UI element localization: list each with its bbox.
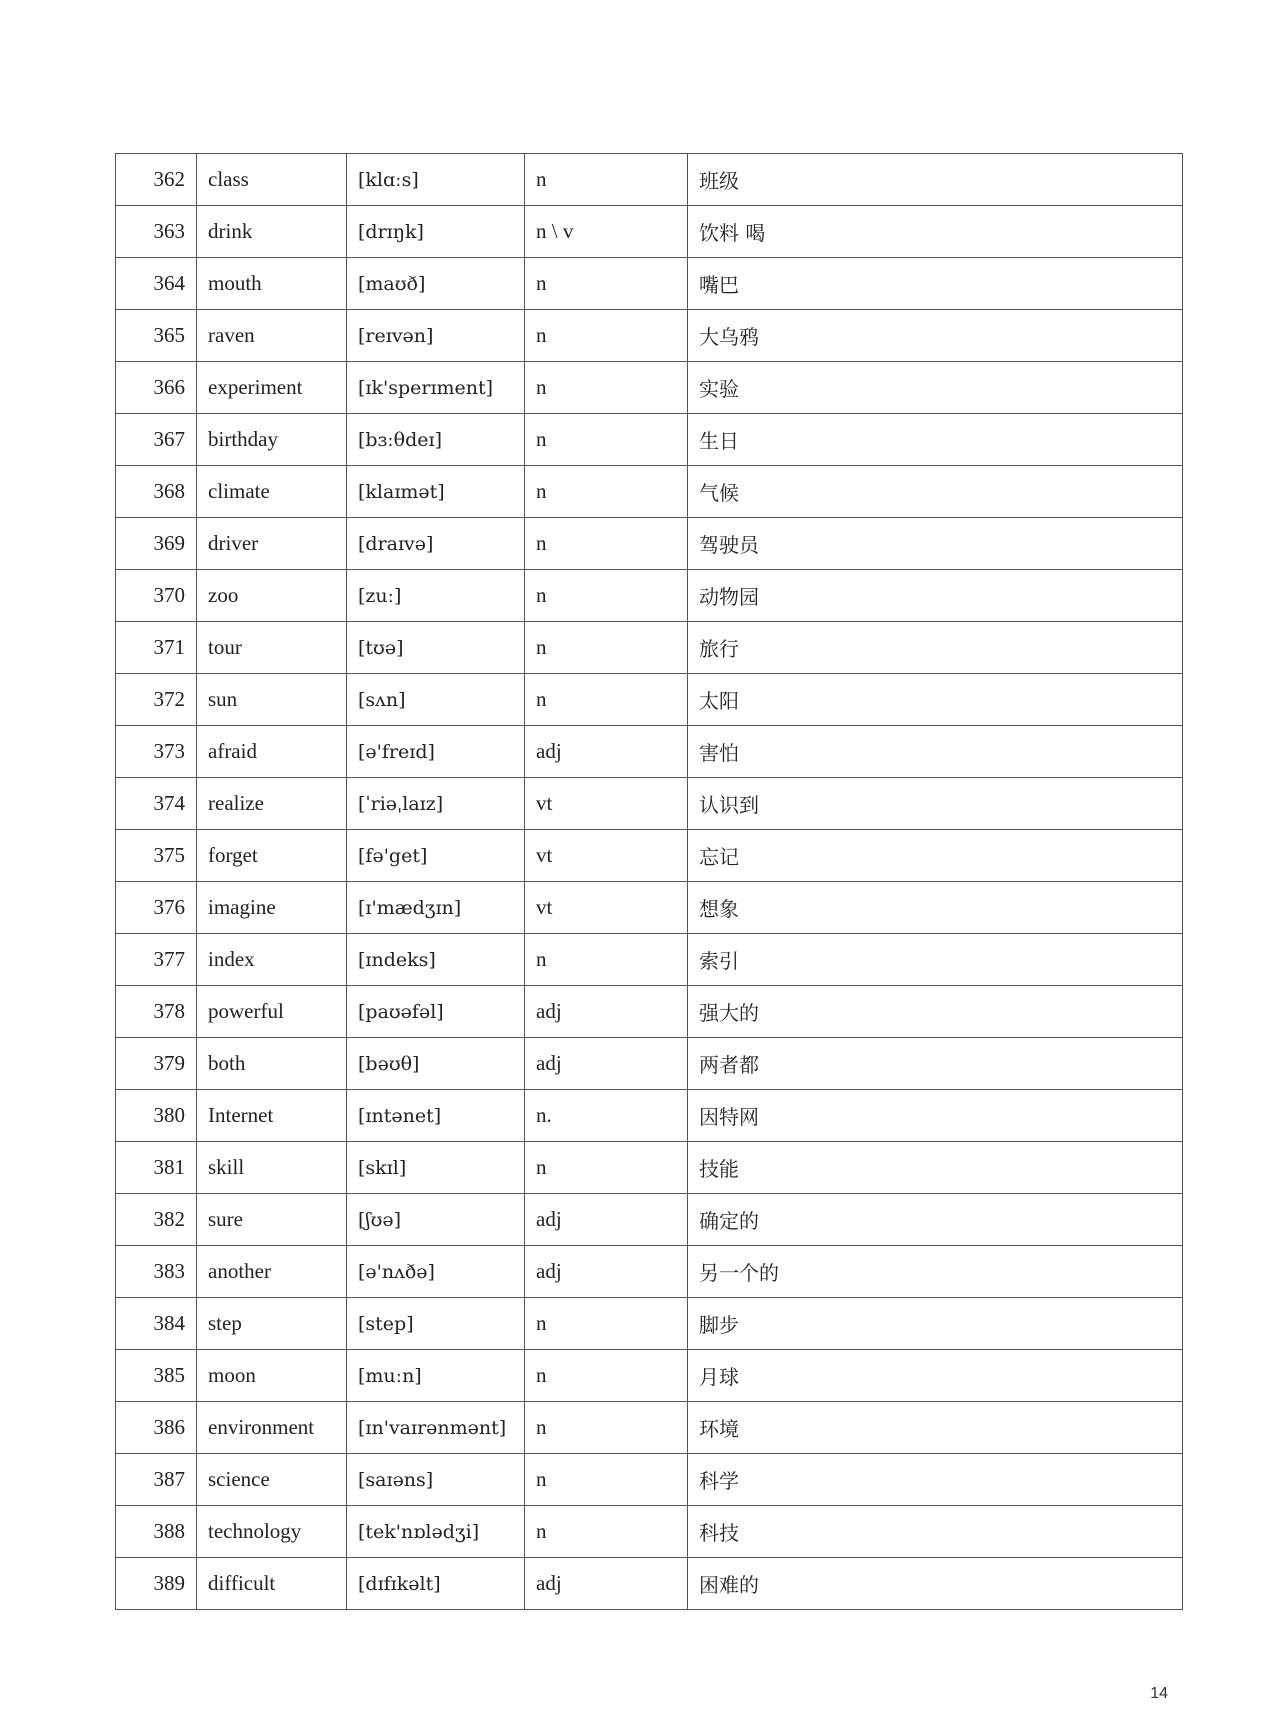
entry-meaning: 太阳 [688, 674, 1183, 726]
entry-word: experiment [197, 362, 347, 414]
table-row [116, 1194, 1183, 1246]
table-row [116, 362, 1183, 414]
table-row [116, 830, 1183, 882]
table-row [116, 1402, 1183, 1454]
entry-number: 384 [116, 1298, 197, 1350]
entry-part-of-speech: n [525, 622, 688, 674]
entry-word: forget [197, 830, 347, 882]
entry-number: 389 [116, 1558, 197, 1610]
entry-number: 376 [116, 882, 197, 934]
entry-meaning: 旅行 [688, 622, 1183, 674]
entry-number: 374 [116, 778, 197, 830]
table-row [116, 1142, 1183, 1194]
entry-part-of-speech: n [525, 570, 688, 622]
entry-meaning: 月球 [688, 1350, 1183, 1402]
entry-part-of-speech: vt [525, 830, 688, 882]
entry-phonetic: [bɜːθdeɪ] [347, 414, 525, 466]
entry-phonetic: [skɪl] [347, 1142, 525, 1194]
entry-meaning: 嘴巴 [688, 258, 1183, 310]
entry-phonetic: [klaɪmət] [347, 466, 525, 518]
entry-phonetic: [draɪvə] [347, 518, 525, 570]
entry-part-of-speech: n [525, 1402, 688, 1454]
entry-word: realize [197, 778, 347, 830]
entry-phonetic: [maʊð] [347, 258, 525, 310]
entry-part-of-speech: n [525, 362, 688, 414]
table-row [116, 466, 1183, 518]
entry-part-of-speech: adj [525, 1558, 688, 1610]
entry-meaning: 害怕 [688, 726, 1183, 778]
entry-number: 362 [116, 154, 197, 206]
entry-number: 363 [116, 206, 197, 258]
entry-phonetic: [saɪəns] [347, 1454, 525, 1506]
entry-part-of-speech: n [525, 1350, 688, 1402]
entry-word: environment [197, 1402, 347, 1454]
entry-phonetic: [fə'get] [347, 830, 525, 882]
entry-number: 373 [116, 726, 197, 778]
entry-word: science [197, 1454, 347, 1506]
entry-part-of-speech: adj [525, 726, 688, 778]
entry-phonetic: [ɪn'vaɪrənmənt] [347, 1402, 525, 1454]
entry-phonetic: [ʃʊə] [347, 1194, 525, 1246]
entry-phonetic: [ɪntənet] [347, 1090, 525, 1142]
entry-word: powerful [197, 986, 347, 1038]
table-row [116, 934, 1183, 986]
entry-word: step [197, 1298, 347, 1350]
entry-meaning: 强大的 [688, 986, 1183, 1038]
table-row [116, 778, 1183, 830]
entry-meaning: 索引 [688, 934, 1183, 986]
entry-phonetic: [paʊəfəl] [347, 986, 525, 1038]
entry-meaning: 困难的 [688, 1558, 1183, 1610]
entry-part-of-speech: adj [525, 986, 688, 1038]
entry-part-of-speech: vt [525, 882, 688, 934]
table-row [116, 726, 1183, 778]
entry-meaning: 驾驶员 [688, 518, 1183, 570]
entry-meaning: 科学 [688, 1454, 1183, 1506]
entry-phonetic: [ə'nʌðə] [347, 1246, 525, 1298]
table-row [116, 1298, 1183, 1350]
table-row [116, 1558, 1183, 1610]
table-row [116, 154, 1183, 206]
entry-phonetic: [dɪfɪkəlt] [347, 1558, 525, 1610]
entry-phonetic: [reɪvən] [347, 310, 525, 362]
entry-word: mouth [197, 258, 347, 310]
table-row [116, 206, 1183, 258]
entry-word: sun [197, 674, 347, 726]
entry-meaning: 认识到 [688, 778, 1183, 830]
entry-phonetic: [drɪŋk] [347, 206, 525, 258]
table-row [116, 674, 1183, 726]
table-row [116, 986, 1183, 1038]
entry-phonetic: [ˈriəˌlaɪz] [347, 778, 525, 830]
entry-part-of-speech: n [525, 258, 688, 310]
entry-part-of-speech: n [525, 466, 688, 518]
entry-meaning: 气候 [688, 466, 1183, 518]
entry-phonetic: [muːn] [347, 1350, 525, 1402]
entry-word: sure [197, 1194, 347, 1246]
entry-meaning: 技能 [688, 1142, 1183, 1194]
entry-part-of-speech: n [525, 414, 688, 466]
entry-word: class [197, 154, 347, 206]
entry-number: 364 [116, 258, 197, 310]
entry-number: 369 [116, 518, 197, 570]
entry-number: 381 [116, 1142, 197, 1194]
entry-number: 366 [116, 362, 197, 414]
entry-number: 386 [116, 1402, 197, 1454]
table-row [116, 570, 1183, 622]
entry-part-of-speech: n [525, 1454, 688, 1506]
entry-meaning: 脚步 [688, 1298, 1183, 1350]
entry-meaning: 因特网 [688, 1090, 1183, 1142]
entry-number: 380 [116, 1090, 197, 1142]
entry-word: technology [197, 1506, 347, 1558]
entry-phonetic: [tek'nɒlədʒi] [347, 1506, 525, 1558]
entry-number: 387 [116, 1454, 197, 1506]
entry-number: 372 [116, 674, 197, 726]
entry-number: 378 [116, 986, 197, 1038]
entry-word: index [197, 934, 347, 986]
entry-part-of-speech: n [525, 1142, 688, 1194]
entry-meaning: 生日 [688, 414, 1183, 466]
entry-meaning: 饮料 喝 [688, 206, 1183, 258]
entry-number: 370 [116, 570, 197, 622]
entry-meaning: 确定的 [688, 1194, 1183, 1246]
entry-part-of-speech: n [525, 310, 688, 362]
entry-number: 367 [116, 414, 197, 466]
entry-phonetic: [ɪk'sperɪment] [347, 362, 525, 414]
entry-number: 375 [116, 830, 197, 882]
entry-part-of-speech: n [525, 1298, 688, 1350]
entry-meaning: 环境 [688, 1402, 1183, 1454]
entry-number: 383 [116, 1246, 197, 1298]
entry-word: imagine [197, 882, 347, 934]
entry-word: skill [197, 1142, 347, 1194]
entry-meaning: 班级 [688, 154, 1183, 206]
entry-part-of-speech: adj [525, 1038, 688, 1090]
entry-phonetic: [ɪndeks] [347, 934, 525, 986]
entry-phonetic: [zuː] [347, 570, 525, 622]
entry-number: 385 [116, 1350, 197, 1402]
entry-word: birthday [197, 414, 347, 466]
entry-number: 379 [116, 1038, 197, 1090]
entry-word: Internet [197, 1090, 347, 1142]
entry-meaning: 想象 [688, 882, 1183, 934]
entry-number: 365 [116, 310, 197, 362]
entry-phonetic: [sʌn] [347, 674, 525, 726]
table-row [116, 518, 1183, 570]
table-row [116, 1350, 1183, 1402]
entry-word: moon [197, 1350, 347, 1402]
entry-meaning: 实验 [688, 362, 1183, 414]
entry-number: 377 [116, 934, 197, 986]
entry-phonetic: [bəʊθ] [347, 1038, 525, 1090]
entry-part-of-speech: n \ v [525, 206, 688, 258]
entry-part-of-speech: vt [525, 778, 688, 830]
entry-word: drink [197, 206, 347, 258]
entry-word: afraid [197, 726, 347, 778]
entry-word: driver [197, 518, 347, 570]
entry-part-of-speech: n [525, 674, 688, 726]
table-row [116, 622, 1183, 674]
entry-meaning: 忘记 [688, 830, 1183, 882]
table-row [116, 258, 1183, 310]
entry-part-of-speech: n [525, 154, 688, 206]
entry-meaning: 动物园 [688, 570, 1183, 622]
entry-meaning: 两者都 [688, 1038, 1183, 1090]
vocabulary-table [115, 153, 1183, 1610]
table-row [116, 1090, 1183, 1142]
entry-phonetic: [klɑːs] [347, 154, 525, 206]
entry-phonetic: [tʊə] [347, 622, 525, 674]
entry-part-of-speech: n [525, 934, 688, 986]
entry-word: difficult [197, 1558, 347, 1610]
entry-phonetic: [step] [347, 1298, 525, 1350]
entry-word: both [197, 1038, 347, 1090]
entry-word: climate [197, 466, 347, 518]
entry-word: another [197, 1246, 347, 1298]
entry-word: raven [197, 310, 347, 362]
entry-meaning: 大乌鸦 [688, 310, 1183, 362]
table-row [116, 882, 1183, 934]
entry-part-of-speech: n [525, 1506, 688, 1558]
entry-word: zoo [197, 570, 347, 622]
table-row [116, 414, 1183, 466]
entry-word: tour [197, 622, 347, 674]
entry-number: 368 [116, 466, 197, 518]
table-row [116, 1506, 1183, 1558]
entry-number: 388 [116, 1506, 197, 1558]
table-row [116, 1038, 1183, 1090]
entry-part-of-speech: adj [525, 1194, 688, 1246]
entry-part-of-speech: n [525, 518, 688, 570]
entry-meaning: 另一个的 [688, 1246, 1183, 1298]
entry-part-of-speech: adj [525, 1246, 688, 1298]
page-number: 14 [1150, 1685, 1168, 1702]
entry-meaning: 科技 [688, 1506, 1183, 1558]
vocabulary-table-body [116, 154, 1183, 1610]
table-row [116, 1246, 1183, 1298]
entry-part-of-speech: n. [525, 1090, 688, 1142]
table-row [116, 310, 1183, 362]
entry-number: 371 [116, 622, 197, 674]
entry-phonetic: [ə'freɪd] [347, 726, 525, 778]
table-row [116, 1454, 1183, 1506]
entry-phonetic: [ɪ'mædʒɪn] [347, 882, 525, 934]
entry-number: 382 [116, 1194, 197, 1246]
